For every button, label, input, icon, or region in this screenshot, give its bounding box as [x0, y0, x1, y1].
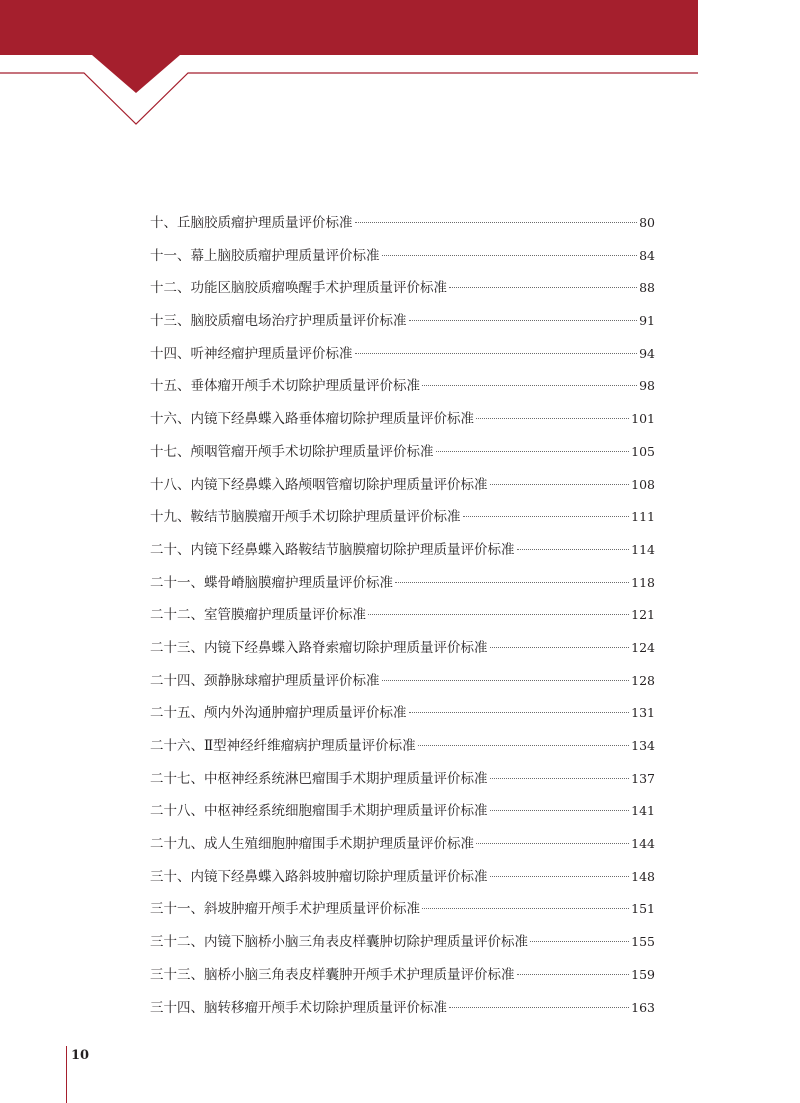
- toc-entry[interactable]: [150, 436, 655, 469]
- toc-entry-page: 98: [639, 378, 655, 394]
- page-number: 10: [71, 1048, 90, 1063]
- toc-entry-title: 二十九、成人生殖细胞肿瘤围手术期护理质量评价标准: [150, 836, 474, 853]
- toc-leader-dots: [368, 614, 629, 615]
- toc-entry[interactable]: [150, 501, 655, 534]
- toc-entry-page: 91: [639, 313, 655, 329]
- table-of-contents: [150, 207, 655, 1024]
- toc-leader-dots: [395, 582, 629, 583]
- toc-entry-title: 三十一、斜坡肿瘤开颅手术护理质量评价标准: [150, 901, 420, 918]
- toc-entry-page: 155: [631, 934, 655, 950]
- toc-entry-page: 118: [631, 574, 655, 590]
- toc-entry[interactable]: [150, 795, 655, 828]
- toc-entry-title: 二十五、颅内外沟通肿瘤护理质量评价标准: [150, 705, 407, 722]
- toc-leader-dots: [530, 941, 629, 942]
- toc-entry[interactable]: [150, 730, 655, 763]
- toc-leader-dots: [490, 810, 630, 811]
- toc-entry-page: 121: [631, 607, 655, 623]
- toc-leader-dots: [449, 287, 637, 288]
- toc-entry[interactable]: [150, 959, 655, 992]
- toc-leader-dots: [355, 222, 638, 223]
- toc-entry-title: 二十七、中枢神经系统淋巴瘤围手术期护理质量评价标准: [150, 770, 488, 787]
- toc-leader-dots: [422, 385, 637, 386]
- toc-entry-title: 二十三、内镜下经鼻蝶入路脊索瘤切除护理质量评价标准: [150, 639, 488, 656]
- toc-entry[interactable]: [150, 305, 655, 338]
- toc-entry-title: 十五、垂体瘤开颅手术切除护理质量评价标准: [150, 378, 420, 395]
- toc-leader-dots: [436, 451, 630, 452]
- toc-leader-dots: [409, 320, 638, 321]
- toc-entry-page: 131: [631, 705, 655, 721]
- toc-entry[interactable]: [150, 370, 655, 403]
- toc-entry-page: 101: [631, 411, 655, 427]
- toc-entry[interactable]: [150, 272, 655, 305]
- toc-entry[interactable]: [150, 763, 655, 796]
- toc-entry-title: 十九、鞍结节脑膜瘤开颅手术切除护理质量评价标准: [150, 509, 461, 526]
- toc-entry-page: 80: [639, 215, 655, 230]
- toc-entry-title: 十六、内镜下经鼻蝶入路垂体瘤切除护理质量评价标准: [150, 411, 474, 428]
- toc-entry-title: 三十、内镜下经鼻蝶入路斜坡肿瘤切除护理质量评价标准: [150, 868, 488, 885]
- toc-entry-title: 三十三、脑桥小脑三角表皮样囊肿开颅手术护理质量评价标准: [150, 966, 515, 983]
- toc-entry-title: 三十二、内镜下脑桥小脑三角表皮样囊肿切除护理质量评价标准: [150, 934, 528, 951]
- toc-entry-page: 114: [631, 541, 655, 557]
- toc-leader-dots: [418, 745, 629, 746]
- toc-entry[interactable]: [150, 469, 655, 502]
- toc-entry[interactable]: [150, 240, 655, 273]
- toc-entry[interactable]: [150, 861, 655, 894]
- toc-entry[interactable]: [150, 632, 655, 665]
- toc-entry-title: 十四、听神经瘤护理质量评价标准: [150, 345, 353, 362]
- header-chevron-decoration: [0, 0, 800, 130]
- toc-entry-title: 二十、内镜下经鼻蝶入路鞍结节脑膜瘤切除护理质量评价标准: [150, 541, 515, 558]
- toc-leader-dots: [517, 549, 630, 550]
- toc-entry-page: 108: [631, 476, 655, 492]
- toc-entry[interactable]: [150, 992, 655, 1025]
- toc-entry-page: 141: [631, 803, 655, 819]
- toc-entry[interactable]: [150, 926, 655, 959]
- toc-entry[interactable]: [150, 828, 655, 861]
- toc-entry-page: 144: [631, 836, 655, 852]
- toc-leader-dots: [382, 680, 630, 681]
- toc-entry-page: 159: [631, 966, 655, 982]
- toc-entry[interactable]: [150, 665, 655, 698]
- toc-entry-title: 二十二、室管膜瘤护理质量评价标准: [150, 607, 366, 624]
- toc-entry-title: 二十六、Ⅱ型神经纤维瘤病护理质量评价标准: [150, 738, 416, 754]
- toc-entry-title: 十一、幕上脑胶质瘤护理质量评价标准: [150, 247, 380, 264]
- toc-entry-title: 十八、内镜下经鼻蝶入路颅咽管瘤切除护理质量评价标准: [150, 476, 488, 493]
- toc-entry[interactable]: [150, 207, 655, 240]
- toc-entry-title: 十二、功能区脑胶质瘤唤醒手术护理质量评价标准: [150, 280, 447, 297]
- toc-entry-page: 151: [631, 901, 655, 917]
- toc-leader-dots: [422, 908, 629, 909]
- toc-entry-title: 二十一、蝶骨嵴脑膜瘤护理质量评价标准: [150, 574, 393, 591]
- toc-entry[interactable]: [150, 567, 655, 600]
- toc-entry-title: 十七、颅咽管瘤开颅手术切除护理质量评价标准: [150, 443, 434, 460]
- toc-leader-dots: [490, 647, 630, 648]
- toc-entry-page: 84: [639, 247, 655, 263]
- toc-entry[interactable]: [150, 893, 655, 926]
- toc-entry-page: 94: [639, 345, 655, 361]
- toc-entry-page: 148: [631, 868, 655, 884]
- toc-leader-dots: [490, 484, 630, 485]
- toc-entry-title: 十、丘脑胶质瘤护理质量评价标准: [150, 215, 353, 231]
- toc-entry-page: 88: [639, 280, 655, 296]
- toc-leader-dots: [490, 778, 630, 779]
- toc-leader-dots: [382, 255, 638, 256]
- toc-leader-dots: [517, 974, 630, 975]
- toc-entry-page: 124: [631, 639, 655, 655]
- toc-entry[interactable]: [150, 697, 655, 730]
- toc-leader-dots: [449, 1007, 629, 1008]
- toc-entry-page: 134: [631, 738, 655, 753]
- toc-entry-title: 三十四、脑转移瘤开颅手术切除护理质量评价标准: [150, 999, 447, 1016]
- toc-entry-page: 105: [631, 443, 655, 459]
- toc-leader-dots: [490, 876, 630, 877]
- toc-entry-page: 128: [631, 672, 655, 688]
- toc-leader-dots: [476, 418, 629, 419]
- toc-leader-dots: [463, 516, 630, 517]
- toc-leader-dots: [409, 712, 630, 713]
- toc-entry-title: 十三、脑胶质瘤电场治疗护理质量评价标准: [150, 313, 407, 330]
- toc-entry[interactable]: [150, 403, 655, 436]
- toc-entry-page: 163: [631, 999, 655, 1015]
- toc-entry-title: 二十八、中枢神经系统细胞瘤围手术期护理质量评价标准: [150, 803, 488, 820]
- toc-entry-page: 111: [631, 509, 655, 525]
- toc-entry[interactable]: [150, 338, 655, 371]
- toc-leader-dots: [355, 353, 638, 354]
- footer-divider: [66, 1046, 67, 1103]
- toc-entry[interactable]: [150, 534, 655, 567]
- toc-entry-page: 137: [631, 770, 655, 786]
- toc-entry-title: 二十四、颈静脉球瘤护理质量评价标准: [150, 672, 380, 689]
- toc-entry[interactable]: [150, 599, 655, 632]
- toc-leader-dots: [476, 843, 629, 844]
